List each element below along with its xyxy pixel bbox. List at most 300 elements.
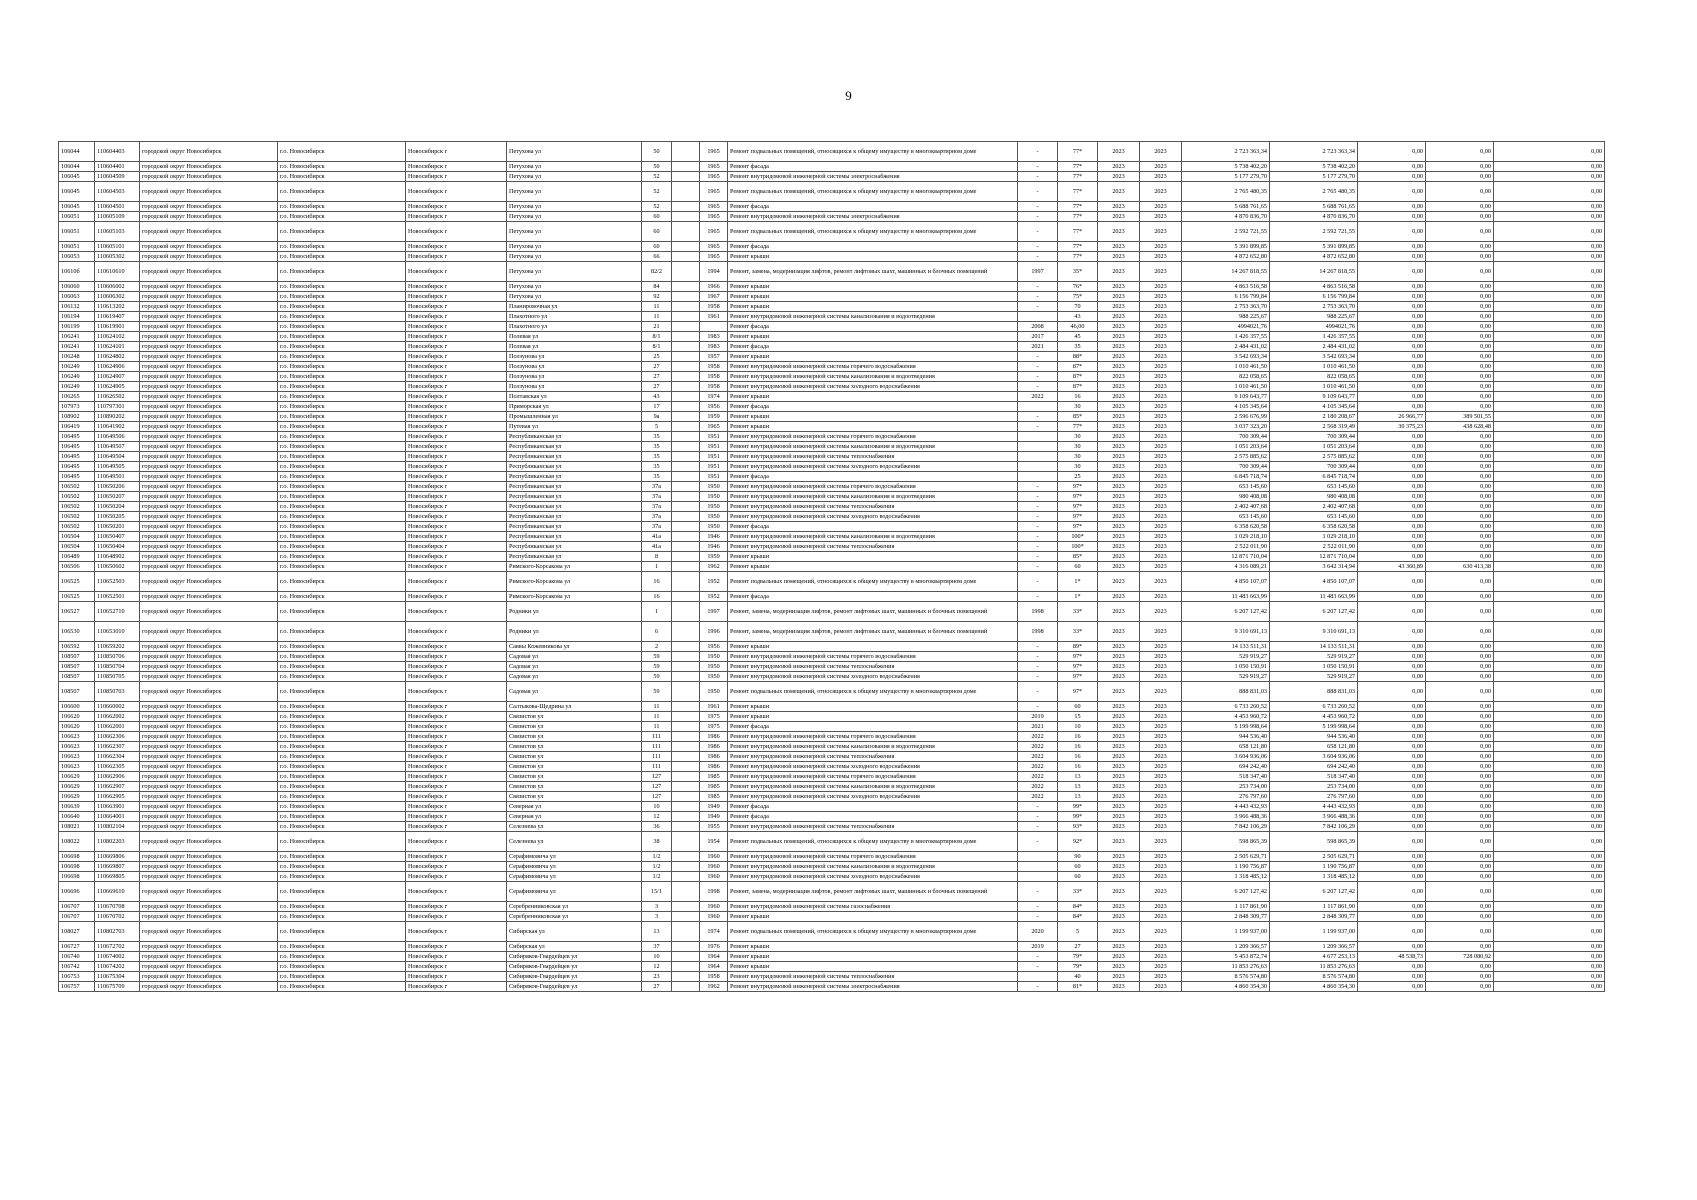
table-cell: Новосибирск г — [406, 512, 507, 522]
table-cell: 1/2 — [642, 872, 672, 882]
table-cell: 0,00 — [1426, 382, 1494, 392]
table-cell: 110802703 — [95, 922, 140, 942]
table-cell — [672, 592, 700, 602]
table-cell: Ремонт внутридомовой инженерной системы горячего водоснабжения — [728, 852, 1018, 862]
table-cell: 35 — [642, 442, 672, 452]
table-cell: 9 310 691,13 — [1270, 622, 1358, 642]
table-cell: 0,00 — [1426, 872, 1494, 882]
table-cell: Новосибирск г — [406, 662, 507, 672]
table-cell: г.о. Новосибирск — [278, 282, 406, 292]
table-cell: 0,00 — [1358, 222, 1426, 242]
table-cell: - — [1018, 912, 1058, 922]
table-row — [59, 422, 1605, 432]
table-cell: - — [1018, 562, 1058, 572]
table-cell — [672, 362, 700, 372]
table-cell: Серафимовича ул — [507, 882, 642, 902]
table-cell: 2023 — [1140, 702, 1182, 712]
table-cell: 2 180 208,67 — [1270, 412, 1358, 422]
table-cell: 2023 — [1140, 502, 1182, 512]
table-cell: 3 542 693,34 — [1182, 352, 1270, 362]
table-cell: 0,00 — [1426, 312, 1494, 322]
table-cell: Садовая ул — [507, 672, 642, 682]
table-cell: 2023 — [1140, 392, 1182, 402]
table-row — [59, 642, 1605, 652]
table-cell: Серафимовича ул — [507, 852, 642, 862]
table-cell — [672, 722, 700, 732]
table-cell: Новосибирск г — [406, 352, 507, 362]
table-row — [59, 242, 1605, 252]
table-cell: 14 133 511,31 — [1182, 642, 1270, 652]
table-cell: Ремонт внутридомовой инженерной системы холодного водоснабжения — [728, 512, 1018, 522]
table-cell: 2023 — [1140, 162, 1182, 172]
table-cell: 2023 — [1140, 482, 1182, 492]
table-cell: Новосибирск г — [406, 782, 507, 792]
table-cell: городской округ Новосибирск — [140, 362, 278, 372]
table-cell: 1966 — [700, 282, 728, 292]
table-cell: 79* — [1058, 962, 1098, 972]
table-cell: Новосибирск г — [406, 392, 507, 402]
table-cell: 0,00 — [1358, 902, 1426, 912]
table-cell: - — [1018, 652, 1058, 662]
table-cell: 0,00 — [1494, 282, 1605, 292]
table-cell: 0,00 — [1358, 872, 1426, 882]
table-row — [59, 672, 1605, 682]
table-cell: Ремонт подвальных помещений, относящихся к общему имуществу в многоквартирном доме — [728, 682, 1018, 702]
table-cell: 106502 — [59, 512, 95, 522]
table-cell: Республиканская ул — [507, 522, 642, 532]
table-cell: 106696 — [59, 882, 95, 902]
table-cell: городской округ Новосибирск — [140, 602, 278, 622]
table-cell — [672, 142, 700, 162]
table-cell: Новосибирск г — [406, 442, 507, 452]
table-cell: г.о. Новосибирск — [278, 262, 406, 282]
table-cell: Новосибирск г — [406, 452, 507, 462]
table-cell: 10 — [642, 802, 672, 812]
table-cell: 111 — [642, 762, 672, 772]
table-cell: Петухова ул — [507, 162, 642, 172]
table-cell: 2023 — [1098, 742, 1140, 752]
table-cell: 2008 — [1018, 322, 1058, 332]
table-cell: 2023 — [1098, 492, 1140, 502]
table-cell: 5 — [1058, 922, 1098, 942]
table-cell — [672, 332, 700, 342]
table-cell: Ремонт внутридомовой инженерной системы канализования и водоотведения — [728, 742, 1018, 752]
table-cell: 75* — [1058, 292, 1098, 302]
table-cell: 0,00 — [1358, 182, 1426, 202]
table-row — [59, 722, 1605, 732]
table-cell: 1 209 366,57 — [1182, 942, 1270, 952]
table-cell: г.о. Новосибирск — [278, 642, 406, 652]
table-cell: 2023 — [1098, 202, 1140, 212]
table-cell: Селезнева ул — [507, 832, 642, 852]
table-cell: г.о. Новосибирск — [278, 512, 406, 522]
table-cell: 0,00 — [1358, 962, 1426, 972]
table-cell: Сибирская ул — [507, 922, 642, 942]
table-cell: г.о. Новосибирск — [278, 342, 406, 352]
table-cell: г.о. Новосибирск — [278, 732, 406, 742]
table-row — [59, 172, 1605, 182]
table-cell: Ремонт внутридомовой инженерной системы горячего водоснабжения — [728, 772, 1018, 782]
page-number: 9 — [845, 88, 852, 103]
table-cell: 110650407 — [95, 532, 140, 542]
table-cell: 0,00 — [1494, 682, 1605, 702]
table-cell: городской округ Новосибирск — [140, 432, 278, 442]
table-cell: 110619901 — [95, 322, 140, 332]
table-cell: 0,00 — [1494, 982, 1605, 992]
table-cell: Новосибирск г — [406, 532, 507, 542]
table-cell — [672, 292, 700, 302]
table-cell: 110649505 — [95, 462, 140, 472]
table-cell: 106740 — [59, 952, 95, 962]
table-cell: 6 358 620,58 — [1270, 522, 1358, 532]
table-cell: 110650201 — [95, 522, 140, 532]
table-cell — [672, 392, 700, 402]
table-cell: 79* — [1058, 952, 1098, 962]
table-cell: 0,00 — [1358, 672, 1426, 682]
table-cell: 2023 — [1098, 642, 1140, 652]
table-cell: 2 848 309,77 — [1270, 912, 1358, 922]
table-row — [59, 292, 1605, 302]
table-cell: Ремонт фасада — [728, 722, 1018, 732]
table-cell: 0,00 — [1494, 372, 1605, 382]
table-cell: 1964 — [700, 962, 728, 972]
table-cell: Новосибирск г — [406, 422, 507, 432]
table-cell — [672, 652, 700, 662]
table-cell — [1018, 432, 1058, 442]
table-cell: г.о. Новосибирск — [278, 652, 406, 662]
table-cell: 0,00 — [1358, 542, 1426, 552]
table-cell: 1965 — [700, 242, 728, 252]
table-cell: г.о. Новосибирск — [278, 402, 406, 412]
table-cell: 1* — [1058, 592, 1098, 602]
table-cell: 106753 — [59, 972, 95, 982]
table-cell — [672, 662, 700, 672]
table-cell: - — [1018, 592, 1058, 602]
table-cell: 97* — [1058, 512, 1098, 522]
table-cell: 0,00 — [1426, 832, 1494, 852]
table-cell: 6 156 799,84 — [1182, 292, 1270, 302]
table-row — [59, 752, 1605, 762]
table-cell: 9 310 691,13 — [1182, 622, 1270, 642]
table-cell — [672, 532, 700, 542]
table-cell: 2023 — [1140, 422, 1182, 432]
table-cell: 438 628,48 — [1426, 422, 1494, 432]
table-cell: 1965 — [700, 212, 728, 222]
table-cell: 6 358 620,58 — [1182, 522, 1270, 532]
table-cell: г.о. Новосибирск — [278, 622, 406, 642]
table-cell: 5 177 279,70 — [1270, 172, 1358, 182]
table-cell: Ремонт фасада — [728, 522, 1018, 532]
table-cell: 2023 — [1140, 262, 1182, 282]
table-cell: 110662304 — [95, 752, 140, 762]
table-cell: 389 501,55 — [1426, 412, 1494, 422]
table-cell: Ремонт фасада — [728, 812, 1018, 822]
table-cell: Новосибирск г — [406, 602, 507, 622]
table-cell: 106194 — [59, 312, 95, 322]
table-cell: 35 — [642, 452, 672, 462]
table-cell: 2023 — [1098, 432, 1140, 442]
table-cell: 700 309,44 — [1182, 462, 1270, 472]
table-cell: 50 — [642, 142, 672, 162]
table-cell: Сибиряков-Гвардейцев ул — [507, 962, 642, 972]
table-cell: 0,00 — [1358, 942, 1426, 952]
table-row — [59, 362, 1605, 372]
table-cell: 106623 — [59, 752, 95, 762]
table-cell: 0,00 — [1358, 342, 1426, 352]
table-cell: Связистов ул — [507, 782, 642, 792]
table-cell: 0,00 — [1426, 702, 1494, 712]
table-cell: 2023 — [1098, 422, 1140, 432]
table-cell: Серафимовича ул — [507, 872, 642, 882]
table-cell — [672, 952, 700, 962]
table-cell: - — [1018, 812, 1058, 822]
table-cell: 0,00 — [1358, 202, 1426, 212]
table-cell: 0,00 — [1358, 642, 1426, 652]
table-cell: 0,00 — [1358, 212, 1426, 222]
table-cell: 529 919,27 — [1182, 672, 1270, 682]
table-cell: 110663901 — [95, 802, 140, 812]
table-cell: 106707 — [59, 902, 95, 912]
table-cell: Полтавская ул — [507, 392, 642, 402]
table-row — [59, 312, 1605, 322]
table-cell: 1/2 — [642, 862, 672, 872]
table-cell: 2 575 885,62 — [1270, 452, 1358, 462]
table-cell: 11 853 276,63 — [1182, 962, 1270, 972]
table-cell: 2023 — [1140, 222, 1182, 242]
table-cell: городской округ Новосибирск — [140, 732, 278, 742]
table-cell: 2023 — [1098, 672, 1140, 682]
table-cell: 0,00 — [1426, 682, 1494, 702]
table-cell: 0,00 — [1426, 602, 1494, 622]
table-cell: 93* — [1058, 822, 1098, 832]
table-cell: Родники ул — [507, 622, 642, 642]
table-cell: 0,00 — [1358, 332, 1426, 342]
table-cell: Римского-Корсакова ул — [507, 562, 642, 572]
table-cell: 0,00 — [1426, 302, 1494, 312]
table-cell: 27 — [642, 382, 672, 392]
table-row — [59, 952, 1605, 962]
table-cell: г.о. Новосибирск — [278, 532, 406, 542]
table-cell: 106495 — [59, 442, 95, 452]
table-cell: 8/1 — [642, 332, 672, 342]
table-cell: городской округ Новосибирск — [140, 812, 278, 822]
table-cell: 37а — [642, 492, 672, 502]
table-cell: 88* — [1058, 352, 1098, 362]
table-cell: г.о. Новосибирск — [278, 212, 406, 222]
table-cell: Республиканская ул — [507, 502, 642, 512]
table-cell: 4994021,76 — [1182, 322, 1270, 332]
table-cell: 13 — [1058, 792, 1098, 802]
table-cell: Петухова ул — [507, 172, 642, 182]
table-cell: 1958 — [700, 372, 728, 382]
table-row — [59, 822, 1605, 832]
table-cell: 2023 — [1098, 542, 1140, 552]
table-cell: 4 860 354,30 — [1182, 982, 1270, 992]
table-cell: 0,00 — [1494, 172, 1605, 182]
table-cell: 1956 — [700, 402, 728, 412]
table-cell: 110662906 — [95, 772, 140, 782]
table-cell: 110606002 — [95, 282, 140, 292]
table-cell: городской округ Новосибирск — [140, 832, 278, 852]
table-cell: городской округ Новосибирск — [140, 972, 278, 982]
table-cell: Ремонт внутридомовой инженерной системы теплоснабжения — [728, 452, 1018, 462]
table-cell: Ремонт подвальных помещений, относящихся к общему имуществу в многоквартирном доме — [728, 222, 1018, 242]
table-cell: г.о. Новосибирск — [278, 452, 406, 462]
table-cell: 41а — [642, 542, 672, 552]
table-cell: 0,00 — [1358, 402, 1426, 412]
table-row — [59, 762, 1605, 772]
table-cell: Республиканская ул — [507, 542, 642, 552]
table-cell: - — [1018, 142, 1058, 162]
table-cell: Новосибирск г — [406, 362, 507, 372]
table-cell: городской округ Новосибирск — [140, 312, 278, 322]
table-cell: 0,00 — [1358, 982, 1426, 992]
table-cell: 0,00 — [1426, 492, 1494, 502]
table-row — [59, 912, 1605, 922]
table-cell: 6 207 127,42 — [1182, 602, 1270, 622]
table-cell: 2023 — [1140, 782, 1182, 792]
table-cell — [672, 702, 700, 712]
table-cell: 82/2 — [642, 262, 672, 282]
table-row — [59, 592, 1605, 602]
table-cell: 2023 — [1140, 522, 1182, 532]
table-row — [59, 352, 1605, 362]
table-cell: Республиканская ул — [507, 482, 642, 492]
table-cell: 2023 — [1098, 792, 1140, 802]
table-cell: 97* — [1058, 672, 1098, 682]
table-row — [59, 942, 1605, 952]
table-cell: 1951 — [700, 432, 728, 442]
table-cell — [672, 912, 700, 922]
table-cell: городской округ Новосибирск — [140, 912, 278, 922]
table-cell: 110659202 — [95, 642, 140, 652]
table-cell: 35 — [642, 472, 672, 482]
table-cell: 0,00 — [1494, 312, 1605, 322]
table-cell: 1 426 357,55 — [1270, 332, 1358, 342]
table-cell: 1960 — [700, 912, 728, 922]
table-cell: 1950 — [700, 662, 728, 672]
table-cell: 110626502 — [95, 392, 140, 402]
table-cell: г.о. Новосибирск — [278, 722, 406, 732]
table-cell: Новосибирск г — [406, 172, 507, 182]
table-row — [59, 512, 1605, 522]
table-cell: 110662907 — [95, 782, 140, 792]
table-row — [59, 812, 1605, 822]
table-cell: 0,00 — [1358, 312, 1426, 322]
table-cell: 0,00 — [1426, 652, 1494, 662]
table-cell: 0,00 — [1358, 762, 1426, 772]
table-cell: 2023 — [1140, 292, 1182, 302]
table-cell: 14 267 818,55 — [1270, 262, 1358, 282]
table-cell: 84 — [642, 282, 672, 292]
table-cell: 0,00 — [1358, 522, 1426, 532]
table-cell: 110641902 — [95, 422, 140, 432]
table-cell: 944 536,40 — [1270, 732, 1358, 742]
table-cell: 0,00 — [1358, 392, 1426, 402]
table-cell: 0,00 — [1358, 772, 1426, 782]
table-cell: Ремонт подвальных помещений, относящихся к общему имуществу в многоквартирном доме — [728, 182, 1018, 202]
table-cell: Ремонт внутридомовой инженерной системы теплоснабжения — [728, 822, 1018, 832]
table-cell: 12 871 710,04 — [1182, 552, 1270, 562]
table-cell: Новосибирск г — [406, 702, 507, 712]
table-cell: Серебренниковская ул — [507, 912, 642, 922]
table-cell: 0,00 — [1426, 532, 1494, 542]
table-cell: 1997 — [700, 602, 728, 622]
table-cell: 2023 — [1098, 382, 1140, 392]
table-cell: Связистов ул — [507, 732, 642, 742]
table-cell: 2 505 629,71 — [1270, 852, 1358, 862]
table-cell — [672, 732, 700, 742]
table-cell: 0,00 — [1426, 462, 1494, 472]
table-cell: 2023 — [1098, 342, 1140, 352]
table-cell: 2023 — [1140, 962, 1182, 972]
table-cell: 77* — [1058, 222, 1098, 242]
table-cell: 1986 — [700, 762, 728, 772]
table-cell: Республиканская ул — [507, 552, 642, 562]
table-cell: Ремонт внутридомовой инженерной системы канализования и водоотведения — [728, 372, 1018, 382]
table-cell: 106053 — [59, 252, 95, 262]
table-cell: 97* — [1058, 652, 1098, 662]
table-cell: 1967 — [700, 292, 728, 302]
table-cell: 110624101 — [95, 342, 140, 352]
table-cell: 8 576 574,80 — [1182, 972, 1270, 982]
table-cell: Новосибирск г — [406, 882, 507, 902]
table-cell: 106639 — [59, 802, 95, 812]
table-cell: Новосибирск г — [406, 902, 507, 912]
table-cell: 0,00 — [1358, 722, 1426, 732]
table-cell: Приморская ул — [507, 402, 642, 412]
table-cell: 108902 — [59, 412, 95, 422]
table-cell: 2023 — [1098, 462, 1140, 472]
table-cell: 0,00 — [1426, 222, 1494, 242]
table-cell: - — [1018, 512, 1058, 522]
table-cell: г.о. Новосибирск — [278, 662, 406, 672]
table-cell: 110670702 — [95, 912, 140, 922]
table-cell: 0,00 — [1494, 332, 1605, 342]
table-cell: Серебренниковская ул — [507, 902, 642, 912]
table-row — [59, 922, 1605, 942]
table-cell: 4 453 960,72 — [1182, 712, 1270, 722]
table-cell: г.о. Новосибирск — [278, 962, 406, 972]
table-cell: городской округ Новосибирск — [140, 742, 278, 752]
table-cell: 77* — [1058, 202, 1098, 212]
table-cell: 0,00 — [1426, 762, 1494, 772]
table-cell: 2023 — [1140, 762, 1182, 772]
table-cell: 35 — [1058, 342, 1098, 352]
table-cell: 0,00 — [1426, 252, 1494, 262]
table-cell: Ремонт, замена, модернизация лифтов, ремонт лифтовых шахт, машинных и блочных помещений — [728, 262, 1018, 282]
table-cell: 30 — [1058, 452, 1098, 462]
table-cell: 106051 — [59, 222, 95, 242]
table-cell: 1986 — [700, 742, 728, 752]
table-cell: 6 156 799,84 — [1270, 292, 1358, 302]
table-cell: 16 — [642, 592, 672, 602]
table-cell — [1018, 452, 1058, 462]
table-cell: 1 318 485,12 — [1270, 872, 1358, 882]
table-cell: Петухова ул — [507, 282, 642, 292]
table-cell: - — [1018, 952, 1058, 962]
table-row — [59, 622, 1605, 642]
table-cell: 99* — [1058, 802, 1098, 812]
table-cell: 0,00 — [1494, 742, 1605, 752]
table-cell: 11 — [642, 312, 672, 322]
table-cell: 2022 — [1018, 762, 1058, 772]
table-cell: 980 408,08 — [1182, 492, 1270, 502]
table-cell: городской округ Новосибирск — [140, 882, 278, 902]
table-cell: 0,00 — [1494, 792, 1605, 802]
table-cell: 944 536,40 — [1182, 732, 1270, 742]
table-cell: 1949 — [700, 802, 728, 812]
